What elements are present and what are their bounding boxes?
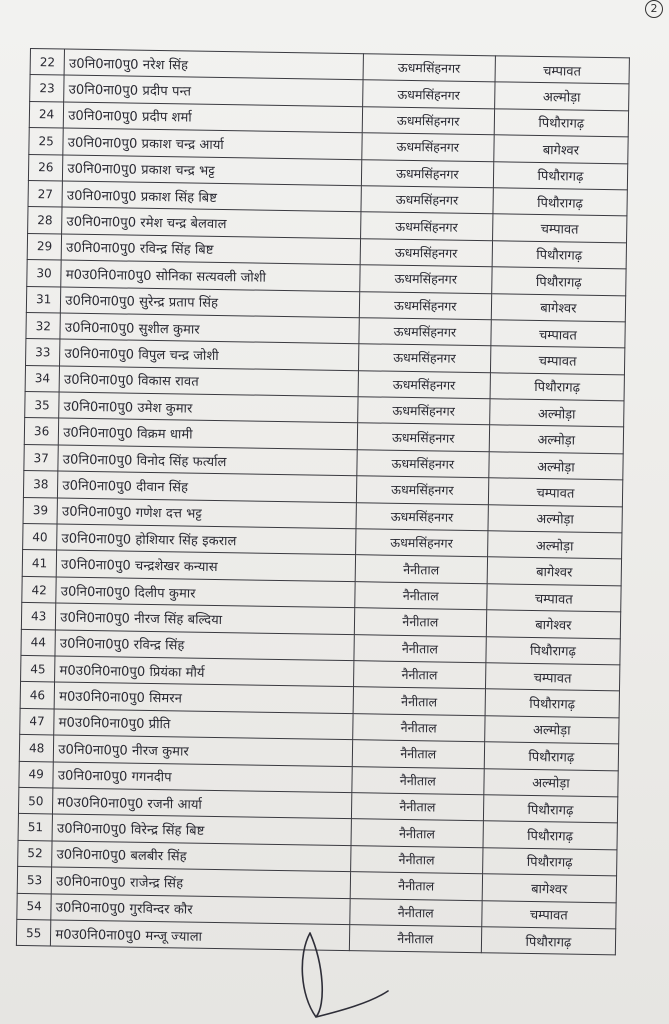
to-district-cell: बागेश्वर [482, 874, 617, 902]
serial-number-cell: 38 [23, 471, 58, 498]
from-district-cell: ऊधमसिंहनगर [358, 344, 490, 372]
officer-name-cell: उ0नि0ना0पु0 विकास रावत [59, 366, 358, 397]
officer-name-cell: उ0नि0ना0पु0 होशियार सिंह इकराल [57, 524, 356, 555]
serial-number-cell: 51 [18, 814, 53, 841]
serial-number-cell: 45 [21, 655, 56, 682]
officer-name-cell: म0उ0नि0ना0पु0 सिमरन [54, 682, 353, 713]
serial-number-cell: 43 [21, 603, 56, 630]
to-district-cell: अल्मोड़ा [488, 504, 623, 532]
from-district-cell: ऊधमसिंहनगर [360, 238, 492, 266]
to-district-cell: पिथौरागढ़ [490, 372, 625, 400]
officer-name-cell: म0उ0नि0ना0पु0 प्रियंका मौर्य [55, 656, 354, 687]
to-district-cell: अल्मोड़ा [489, 425, 624, 453]
to-district-cell: पिथौरागढ़ [483, 795, 618, 823]
to-district-cell: पिथौरागढ़ [481, 927, 616, 955]
from-district-cell: ऊधमसिंहनगर [359, 265, 491, 293]
to-district-cell: पिथौरागढ़ [485, 689, 620, 717]
from-district-cell: नैनीताल [355, 581, 487, 609]
officer-name-cell: उ0नि0ना0पु0 गगनदीप [53, 762, 352, 793]
to-district-cell: पिथौरागढ़ [492, 267, 627, 295]
serial-number-cell: 32 [26, 312, 61, 339]
to-district-cell: चम्पावत [495, 56, 630, 84]
officer-name-cell: म0उ0नि0ना0पु0 सोनिका सत्यवली जोशी [61, 260, 360, 291]
to-district-cell: चम्पावत [487, 584, 622, 612]
to-district-cell: चम्पावत [490, 346, 625, 374]
to-district-cell: पिथौरागढ़ [494, 109, 629, 137]
officer-name-cell: उ0नि0ना0पु0 गणेश दत्त भट्ट [57, 498, 356, 529]
from-district-cell: ऊधमसिंहनगर [362, 80, 494, 108]
transfer-list-table [16, 48, 630, 956]
to-district-cell: बागेश्वर [494, 135, 629, 163]
from-district-cell: ऊधमसिंहनगर [356, 476, 488, 504]
officer-name-cell: उ0नि0ना0पु0 सुरेन्द्र प्रताप सिंह [61, 287, 360, 318]
officer-name-cell: उ0नि0ना0पु0 दीवान सिंह [58, 471, 357, 502]
officer-name-cell: उ0नि0ना0पु0 प्रकाश चन्द्र भट्ट [63, 155, 362, 186]
to-district-cell: अल्मोड़ा [484, 768, 619, 796]
officer-name-cell: उ0नि0ना0पु0 राजेन्द्र सिंह [52, 867, 351, 898]
to-district-cell: पिथौरागढ़ [482, 847, 617, 875]
to-district-cell: चम्पावत [491, 320, 626, 348]
serial-number-cell: 49 [19, 761, 54, 788]
to-district-cell: पिथौरागढ़ [492, 241, 627, 269]
from-district-cell: नैनीताल [351, 793, 483, 821]
from-district-cell: नैनीताल [352, 740, 484, 768]
to-district-cell: चम्पावत [488, 478, 623, 506]
serial-number-cell: 28 [28, 207, 63, 234]
serial-number-cell: 25 [29, 128, 64, 155]
from-district-cell: नैनीताल [351, 819, 483, 847]
from-district-cell: ऊधमसिंहनगर [356, 502, 488, 530]
officer-name-cell: उ0नि0ना0पु0 प्रकाश सिंह बिष्ट [62, 181, 361, 212]
serial-number-cell: 29 [27, 233, 62, 260]
from-district-cell: नैनीताल [353, 687, 485, 715]
from-district-cell: नैनीताल [354, 608, 486, 636]
to-district-cell: पिथौरागढ़ [493, 188, 628, 216]
officer-name-cell: उ0नि0ना0पु0 गुरविन्दर कौर [51, 893, 350, 924]
from-district-cell: ऊधमसिंहनगर [359, 291, 491, 319]
serial-number-cell: 47 [20, 708, 55, 735]
to-district-cell: अल्मोड़ा [494, 82, 629, 110]
from-district-cell: नैनीताल [352, 766, 484, 794]
officer-name-cell: उ0नि0ना0पु0 प्रदीप पन्त [64, 75, 363, 106]
to-district-cell: अल्मोड़ा [489, 399, 624, 427]
officer-name-cell: उ0नि0ना0पु0 रविन्द्र सिंह बिष्ट [61, 234, 360, 265]
from-district-cell: नैनीताल [352, 713, 484, 741]
table-body [16, 49, 629, 956]
serial-number-cell: 44 [21, 629, 56, 656]
officer-name-cell: उ0नि0ना0पु0 नीरज कुमार [54, 735, 353, 766]
serial-number-cell: 54 [17, 893, 52, 920]
officer-name-cell: म0उ0नि0ना0पु0 मन्जू ज्याला [51, 920, 350, 951]
serial-number-cell: 50 [18, 787, 53, 814]
to-district-cell: अल्मोड़ा [489, 452, 624, 480]
serial-number-cell: 55 [16, 919, 51, 946]
from-district-cell: ऊधमसिंहनगर [360, 212, 492, 240]
serial-number-cell: 48 [19, 735, 54, 762]
from-district-cell: ऊधमसिंहनगर [361, 159, 493, 187]
serial-number-cell: 41 [22, 550, 57, 577]
officer-name-cell: उ0नि0ना0पु0 नीरज सिंह बल्दिया [56, 603, 355, 634]
serial-number-cell: 35 [25, 392, 60, 419]
serial-number-cell: 37 [24, 444, 59, 471]
serial-number-cell: 31 [26, 286, 61, 313]
serial-number-cell: 23 [30, 75, 65, 102]
serial-number-cell: 33 [26, 339, 61, 366]
officer-name-cell: म0उ0नि0ना0पु0 रजनी आर्या [53, 788, 352, 819]
officer-name-cell: उ0नि0ना0पु0 नरेश सिंह [64, 49, 363, 80]
serial-number-cell: 27 [28, 180, 63, 207]
officer-name-cell: उ0नि0ना0पु0 विपुल चन्द्र जोशी [60, 339, 359, 370]
from-district-cell: ऊधमसिंहनगर [357, 423, 489, 451]
serial-number-cell: 36 [24, 418, 59, 445]
to-district-cell: बागेश्वर [486, 610, 621, 638]
from-district-cell: ऊधमसिंहनगर [362, 107, 494, 135]
officer-name-cell: म0उ0नि0ना0पु0 प्रीति [54, 709, 353, 740]
from-district-cell: ऊधमसिंहनगर [355, 529, 487, 557]
from-district-cell: नैनीताल [353, 661, 485, 689]
from-district-cell: नैनीताल [355, 555, 487, 583]
from-district-cell: नैनीताल [354, 634, 486, 662]
serial-number-cell: 26 [28, 154, 63, 181]
officer-name-cell: उ0नि0ना0पु0 बलबीर सिंह [52, 841, 351, 872]
from-district-cell: ऊधमसिंहनगर [363, 54, 495, 82]
from-district-cell: नैनीताल [350, 872, 482, 900]
to-district-cell: अल्मोड़ा [484, 715, 619, 743]
officer-name-cell: उ0नि0ना0पु0 विक्रम धामी [59, 418, 358, 449]
transfer-list-table-wrapper [16, 48, 630, 956]
from-district-cell: ऊधमसिंहनगर [359, 318, 491, 346]
serial-number-cell: 52 [18, 840, 53, 867]
serial-number-cell: 39 [23, 497, 58, 524]
serial-number-cell: 30 [27, 260, 62, 287]
from-district-cell: ऊधमसिंहनगर [358, 370, 490, 398]
officer-name-cell: उ0नि0ना0पु0 विनोद सिंह फर्त्याल [58, 445, 357, 476]
officer-name-cell: उ0नि0ना0पु0 विरेन्द्र सिंह बिष्ट [52, 814, 351, 845]
serial-number-cell: 40 [23, 523, 58, 550]
page-number-mark: 2 [645, 0, 663, 18]
serial-number-cell: 22 [30, 49, 65, 76]
signature-scribble [280, 925, 390, 1024]
from-district-cell: ऊधमसिंहनगर [362, 133, 494, 161]
from-district-cell: नैनीताल [350, 845, 482, 873]
to-district-cell: बागेश्वर [487, 557, 622, 585]
serial-number-cell: 53 [17, 867, 52, 894]
officer-name-cell: उ0नि0ना0पु0 प्रकाश चन्द्र आर्या [63, 128, 362, 159]
serial-number-cell: 24 [29, 101, 64, 128]
officer-name-cell: उ0नि0ना0पु0 उमेश कुमार [59, 392, 358, 423]
officer-name-cell: उ0नि0ना0पु0 चन्द्रशेखर कन्यास [57, 550, 356, 581]
from-district-cell: ऊधमसिंहनगर [361, 186, 493, 214]
from-district-cell: ऊधमसिंहनगर [357, 450, 489, 478]
serial-number-cell: 46 [20, 682, 55, 709]
officer-name-cell: उ0नि0ना0पु0 सुशील कुमार [60, 313, 359, 344]
to-district-cell: पिथौरागढ़ [483, 821, 618, 849]
to-district-cell: चम्पावत [485, 663, 620, 691]
to-district-cell: पिथौरागढ़ [484, 742, 619, 770]
to-district-cell: बागेश्वर [491, 293, 626, 321]
to-district-cell: चम्पावत [482, 900, 617, 928]
officer-name-cell: उ0नि0ना0पु0 रविन्द्र सिंह [55, 630, 354, 661]
serial-number-cell: 34 [25, 365, 60, 392]
serial-number-cell: 42 [22, 576, 57, 603]
officer-name-cell: उ0नि0ना0पु0 दिलीप कुमार [56, 577, 355, 608]
to-district-cell: पिथौरागढ़ [493, 161, 628, 189]
officer-name-cell: उ0नि0ना0पु0 प्रदीप शर्मा [64, 102, 363, 133]
officer-name-cell: उ0नि0ना0पु0 रमेश चन्द्र बेलवाल [62, 207, 361, 238]
from-district-cell: नैनीताल [349, 925, 481, 953]
to-district-cell: पिथौरागढ़ [486, 636, 621, 664]
from-district-cell: नैनीताल [350, 898, 482, 926]
from-district-cell: ऊधमसिंहनगर [357, 397, 489, 425]
to-district-cell: चम्पावत [492, 214, 627, 242]
to-district-cell: अल्मोड़ा [487, 531, 622, 559]
